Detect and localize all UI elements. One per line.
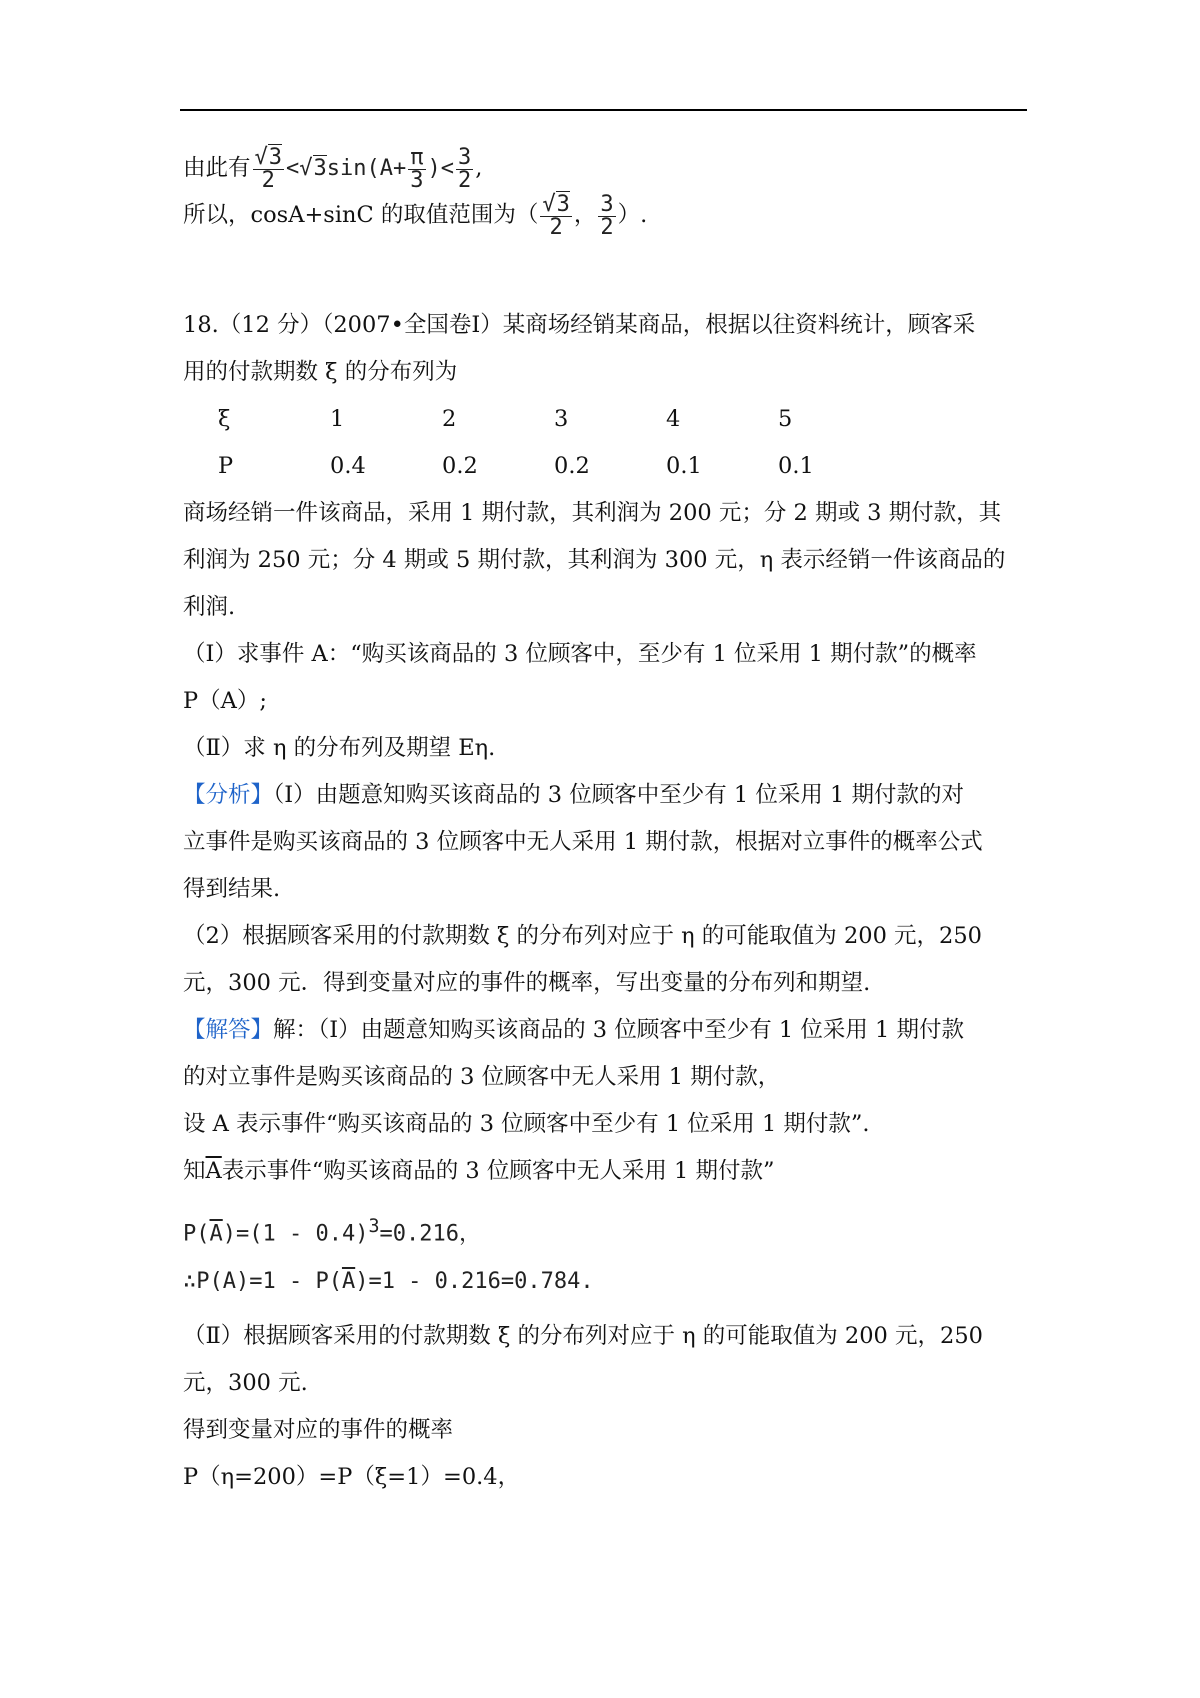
table-row-p [218, 443, 890, 490]
table-cell: 0.2 [442, 453, 478, 479]
close-paren: ) [427, 156, 441, 181]
text-rest: 表示事件“购买该商品的 3 位顾客中无人采用 1 期付款” [221, 1158, 775, 1184]
range-line [183, 192, 1033, 239]
table-cell: P [218, 453, 234, 479]
solution-text: 解：（Ⅰ）由题意知购买该商品的 3 位顾客中至少有 1 位采用 1 期付款 [273, 1017, 965, 1043]
less-than: < [286, 156, 300, 181]
table-cell: 4 [666, 406, 681, 432]
sub-question-2: （Ⅱ）求 η 的分布列及期望 Eη. [183, 735, 496, 761]
math-part: =0.216， [379, 1221, 481, 1247]
numerator: 3 [600, 191, 614, 217]
denominator: 2 [261, 167, 275, 193]
solution-line-4 [183, 1148, 1033, 1195]
fraction-3-over-2 [456, 144, 473, 193]
table-cell: 0.4 [330, 453, 366, 479]
question-18-line-2: 用的付款期数 ξ 的分布列为 [183, 359, 458, 385]
a-bar: $\overline{A}$ [341, 1269, 356, 1294]
fraction-pi-over-3 [408, 144, 425, 193]
math-part: )=(1 - 0.4) [222, 1221, 369, 1247]
solution-line-8: P（η=200）=P（ξ=1）=0.4， [183, 1464, 521, 1490]
solution-tag: 【解答】 [183, 1017, 274, 1043]
inequality-line [183, 145, 1033, 192]
close-text: ）. [617, 202, 648, 228]
table-cell: 5 [778, 406, 793, 432]
sub-question-1b: P（A）; [183, 688, 267, 714]
analysis-line-4: （2）根据顾客采用的付款期数 ξ 的分布列对应于 η 的可能取值为 200 元，250 [183, 923, 982, 949]
problem-text-3: 利润. [183, 594, 236, 620]
table-cell: 0.2 [554, 453, 590, 479]
denominator: 2 [549, 214, 563, 240]
numerator: π [410, 144, 424, 170]
header-rule [180, 109, 1027, 111]
math-line-1 [183, 1203, 1033, 1250]
denominator: 2 [600, 214, 614, 240]
radicand: 3 [268, 144, 283, 170]
table-cell: ξ [218, 406, 231, 432]
table-cell: 2 [442, 406, 457, 432]
analysis-tag: 【分析】 [183, 782, 274, 808]
table-cell: 1 [330, 406, 345, 432]
document-body [183, 145, 1033, 1501]
denominator: 2 [458, 167, 472, 193]
text-prefix: 所以，cosA+sinC 的取值范围为（ [183, 202, 539, 228]
solution-line-1 [183, 1007, 1033, 1054]
radicand: 3 [556, 191, 570, 217]
analysis-line-2: 立事件是购买该商品的 3 位顾客中无人采用 1 期付款，根据对立事件的概率公式 [183, 829, 983, 855]
sin-term: sin(A+ [326, 156, 407, 181]
numerator: 3 [458, 144, 472, 170]
analysis-line-1 [183, 772, 1033, 819]
table-cell: 3 [554, 406, 569, 432]
solution-line-7: 得到变量对应的事件的概率 [183, 1417, 454, 1443]
text-prefix: 知 [183, 1158, 206, 1184]
radicand: 3 [313, 156, 327, 181]
analysis-line-3: 得到结果. [183, 876, 281, 902]
text-prefix: 由此有 [183, 155, 251, 181]
fraction-3-over-2 [598, 191, 615, 240]
spacer [183, 239, 1033, 302]
analysis-line-5: 元，300 元．得到变量对应的事件的概率，写出变量的分布列和期望. [183, 970, 871, 996]
math-part: ∴P(A)=1 - P( [183, 1269, 342, 1294]
math-part: P( [183, 1221, 210, 1247]
separator: ， [573, 202, 597, 228]
table-row-xi [218, 396, 890, 443]
math-part: )=1 - 0.216=0.784. [355, 1269, 594, 1294]
fraction-sqrt3-over-2: $\frac{√3}{2}$ [254, 144, 283, 193]
question-18-line-1: 18.（12 分）（2007•全国卷Ⅰ）某商场经销某商品，根据以往资料统计，顾客采 [183, 312, 976, 338]
table-cell: 0.1 [778, 453, 814, 479]
a-bar: $\overline{A}$ [209, 1221, 223, 1247]
solution-line-2: 的对立事件是购买该商品的 3 位顾客中无人采用 1 期付款， [183, 1064, 781, 1090]
solution-line-5: （Ⅱ）根据顾客采用的付款期数 ξ 的分布列对应于 η 的可能取值为 200 元，250 [183, 1323, 983, 1349]
sub-question-1a: （Ⅰ）求事件 A：“购买该商品的 3 位顾客中，至少有 1 位采用 1 期付款”的概率 [183, 641, 977, 667]
denominator: 3 [410, 167, 424, 193]
distribution-table [218, 396, 890, 490]
solution-line-6: 元，300 元. [183, 1370, 308, 1396]
problem-text-2: 利润为 250 元；分 4 期或 5 期付款，其利润为 300 元，η 表示经销一件该商品的 [183, 547, 1006, 573]
sqrt-3: √3 [299, 156, 327, 181]
solution-line-3: 设 A 表示事件“购买该商品的 3 位顾客中至少有 1 位采用 1 期付款”. [183, 1111, 870, 1137]
exponent: 3 [368, 1216, 380, 1237]
a-bar: $\overline{A}$ [205, 1158, 222, 1184]
math-line-2 [183, 1258, 1033, 1305]
problem-text-1: 商场经销一件该商品，采用 1 期付款，其利润为 200 元；分 2 期或 3 期付款，其 [183, 500, 1002, 526]
less-than: < [440, 156, 454, 181]
fraction-sqrt3-over-2: $\frac{√3}{2}$ [542, 191, 570, 240]
analysis-text: （Ⅰ）由题意知购买该商品的 3 位顾客中至少有 1 位采用 1 期付款的对 [273, 782, 965, 808]
table-cell: 0.1 [666, 453, 702, 479]
comma: , [475, 155, 483, 181]
